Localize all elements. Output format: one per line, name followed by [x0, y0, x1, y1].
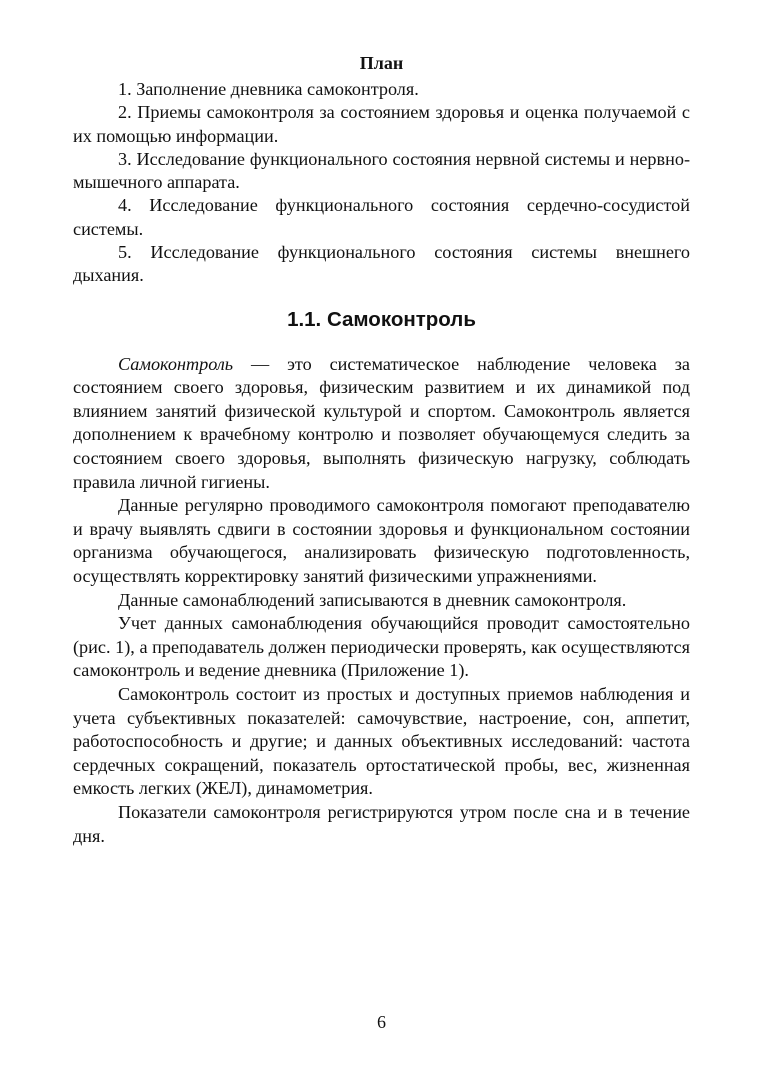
plan-item: 3. Исследование функционального состояния нервной системы и нервно-мышечного аппарата. [73, 148, 690, 193]
plan-item: 1. Заполнение дневника самоконтроля. [118, 79, 419, 99]
page-number: 6 [377, 1012, 386, 1032]
plan-item: 4. Исследование функционального состояния сердечно-сосудистой системы. [73, 195, 690, 239]
section-heading: 1.1. Самоконтроль [287, 307, 476, 331]
plan-item: 5. Исследование функционального состояния системы внешнего дыхания. [73, 242, 690, 286]
defined-term: Самоконтроль [118, 353, 234, 374]
body-paragraph: Показатели самоконтроля регистрируются утром после сна и в течение дня. [73, 801, 690, 846]
plan-title: План [359, 53, 404, 73]
intro-paragraph [73, 353, 690, 495]
intro-paragraph-text: — это систематическое наблюдение человека за состоянием своего здоровья, физическим развитием и их динамикой под влиянием занятий физической культурой и спортом. Самоконтроль является дополнением к врачебному контролю и позволяет обучающемуся следить за состоянием своего здоровья, выполнять физическую нагрузку, соблюдать правила личной гигиены. [73, 353, 690, 492]
body-paragraph: Данные регулярно проводимого самоконтроля помогают преподавателю и врачу выявлять сдвиги в состоянии здоровья и функциональном состоянии организма обучающегося, анализировать физическую подготовленность, осуществлять корректировку занятий физическими упражнениями. [73, 495, 690, 587]
body-paragraph: Самоконтроль состоит из простых и доступных приемов наблюдения и учета субъективных показателей: самочувствие, настроение, сон, аппетит, работоспособность и другие; и данных объективных исследований: частота сердечных сокращений, показатель ортостатической пробы, вес, жизненная емкость легких (ЖЕЛ), динамометрия. [73, 683, 690, 799]
plan-item: 2. Приемы самоконтроля за состоянием здоровья и оценка получаемой с их помощью информации. [73, 102, 690, 146]
body-paragraph: Данные самонаблюдений записываются в дневник самоконтроля. [118, 589, 627, 610]
document-page [73, 52, 690, 848]
plan-list [73, 78, 690, 288]
body-paragraph: Учет данных самонаблюдения обучающийся проводит самостоятельно (рис. 1), а преподаватель должен периодически проверять, как осуществляются самоконтроль и ведение дневника (Приложение 1). [73, 613, 690, 681]
